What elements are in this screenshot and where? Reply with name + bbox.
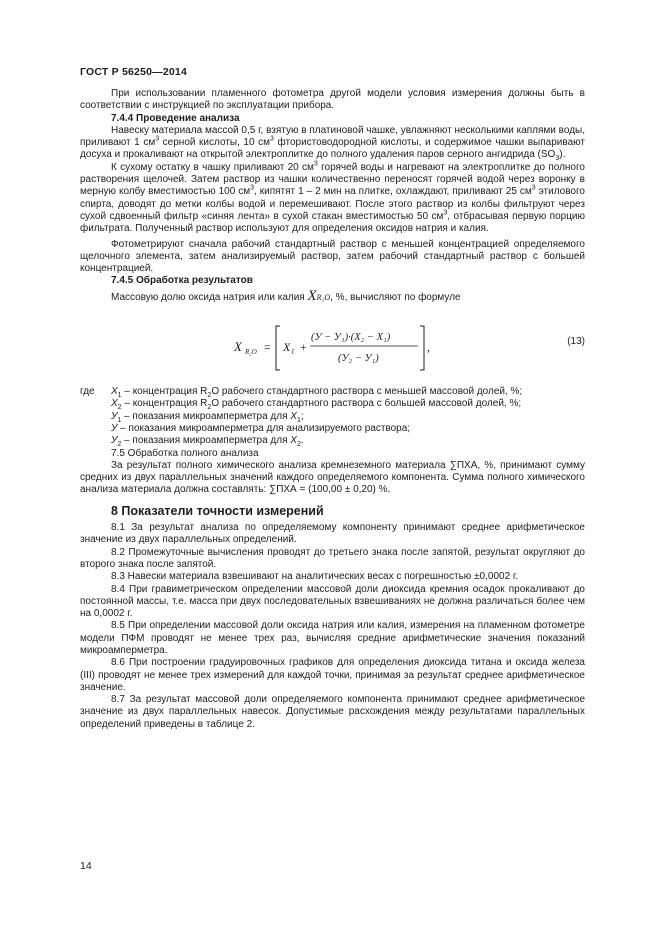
paragraph-photometer-note: При использовании пламенного фотометра другой модели условия измерения должны быть в соответствии с инструкцией по эксплуатации прибора. [80,88,585,112]
paragraph-8-7: 8.7 За результат массовой доли определяемого компонента принимают среднее арифметическое значение из двух параллельных навесок. Допустимые расхождения между результатами параллельных определений приведены в таблице 2. [80,694,585,730]
paragraph-photometry-order: Фотометрируют сначала рабочий стандартный раствор с меньшей концентрацией определяемого щелочного элемента, затем анализируемый раствор, затем рабочий стандартный раствор с большей концентрацией. [80,238,585,275]
formula-equals: = [264,340,271,355]
page-content [80,88,585,731]
formula-numerator: (У − У₁)·(X₂ − X₁) [311,332,391,344]
paragraph-8-6: 8.6 При построении градуировочных графиков для определения диоксида титана и оксида железа (III) проводят не менее трех измерений для каждой точки, принимая за результат среднее арифметическое значение. [80,657,585,693]
where-y-definition: У – показания микроамперметра для анализируемого раствора; [111,422,411,434]
paragraph-analysis-procedure: Навеску материала массой 0,5 г, взятую в платиновой чашке, увлажняют несколькими каплями воды, приливают 1 $см^3$ серной кислоты, 10 $см^3$ фтористоводородной кислоты, и содержимое чашки выпаривают досуха и прокаливают на открытой электроплитке до полного удаления паров серного ангидрида $(SO_3)$. [80,124,586,163]
formula-lhs: X [234,339,242,355]
formula-13 [80,312,585,378]
where-x2-definition: $X_2$ – концентрация $R_2O$ рабочего стандартного раствора с большей массовой долей, %; [111,398,522,412]
formula-denominator: (У₂ − У₁) [338,353,379,365]
formula-graphic [220,312,440,378]
formula-comma: , [427,340,430,355]
subsection-7-4-5-heading: 7.4.5 Обработка результатов [111,275,253,287]
formula-number: (13) [567,336,585,348]
formula-plus: + [300,340,307,355]
subsection-7-5-label: 7.5 Обработка полного анализа [111,447,259,459]
where-y2-definition: $У_2$ – показания микроамперметра для $X_2$. [111,435,304,449]
paragraph-full-analysis: За результат полного химического анализа кремнеземного материала ∑ПХА, %, принимают сумму средних из двух параллельных значений каждого определяемого компонента. Сумма полного химического анализа материала должна составлять: ∑ПХА = (100,00 ± 0,20) %. [80,459,585,496]
section-8-heading: 8 Показатели точности измерений [111,503,324,518]
document-code-header: ГОСТ Р 56250—2014 [80,66,188,78]
where-label: где [80,386,95,398]
formula-left-bracket [276,326,280,370]
where-x1-definition: $X_1$ – концентрация $R_2O$ рабочего стандартного раствора с меньшей массовой долей, %; [111,386,523,400]
subsection-7-4-4-heading: 7.4.4 Проведение анализа [111,112,240,124]
where-block [80,386,585,460]
page-number: 14 [80,860,92,872]
formula-right-bracket [420,326,424,370]
paragraph-formula-intro: Массовую долю оксида натрия или калия XR₂O, %, вычисляют по формуле [111,287,461,304]
where-y1-definition: $У_1$ – показания микроамперметра для $X_1$; [111,410,304,424]
paragraph-8-3: 8.3 Навески материала взвешивают на аналитических весах с погрешностью ±0,0002 г. [111,571,519,583]
paragraph-8-2: 8.2 Промежуточные вычисления проводят до третьего знака после запятой, результат округляют до второго знака после запятой. [80,546,585,570]
paragraph-8-5: 8.5 При определении массовой доли оксида натрия или калия, измерения на пламенном фотометре модели ПФМ проводят не менее трех раз, вычисляя средние арифметические значения показаний микроамперметра. [80,620,585,656]
formula-x1: X₁ [283,340,295,355]
paragraph-8-1: 8.1 За результат анализа по определяемому компоненту принимают среднее арифметическое значение из двух параллельных определений. [80,522,585,546]
formula-lhs-subscript: R₂O [245,348,257,357]
paragraph-8-4: 8.4 При гравиметрическом определении массовой доли диоксида кремния осадок прокаливают до постоянной массы, т.е. масса при двух последовательных взвешиваниях не должна различаться более чем на 0,0002 г. [80,583,585,620]
paragraph-dissolution: К сухому остатку в чашку приливают 20 $см^3$ горячей воды и нагревают на электроплитке до полного растворения щелочей. Затем раствор из чашки количественно переносят горячей водой через воронку в мерную колбу вместимостью 100 $см^3$, кипятят 1 – 2 мин на плитке, охлаждают, приливают 25 $см^3$ этилового спирта, доводят до метки колбы водой и перемешивают. После этого раствор из колбы фильтруют через сухой сдвоенный фильтр «синяя лента» в сухой стакан вместимостью 50 $см^3$, отбрасывая первую порцию фильтрата. Полученный раствор используют для определения оксидов натрия и калия. [80,160,586,235]
